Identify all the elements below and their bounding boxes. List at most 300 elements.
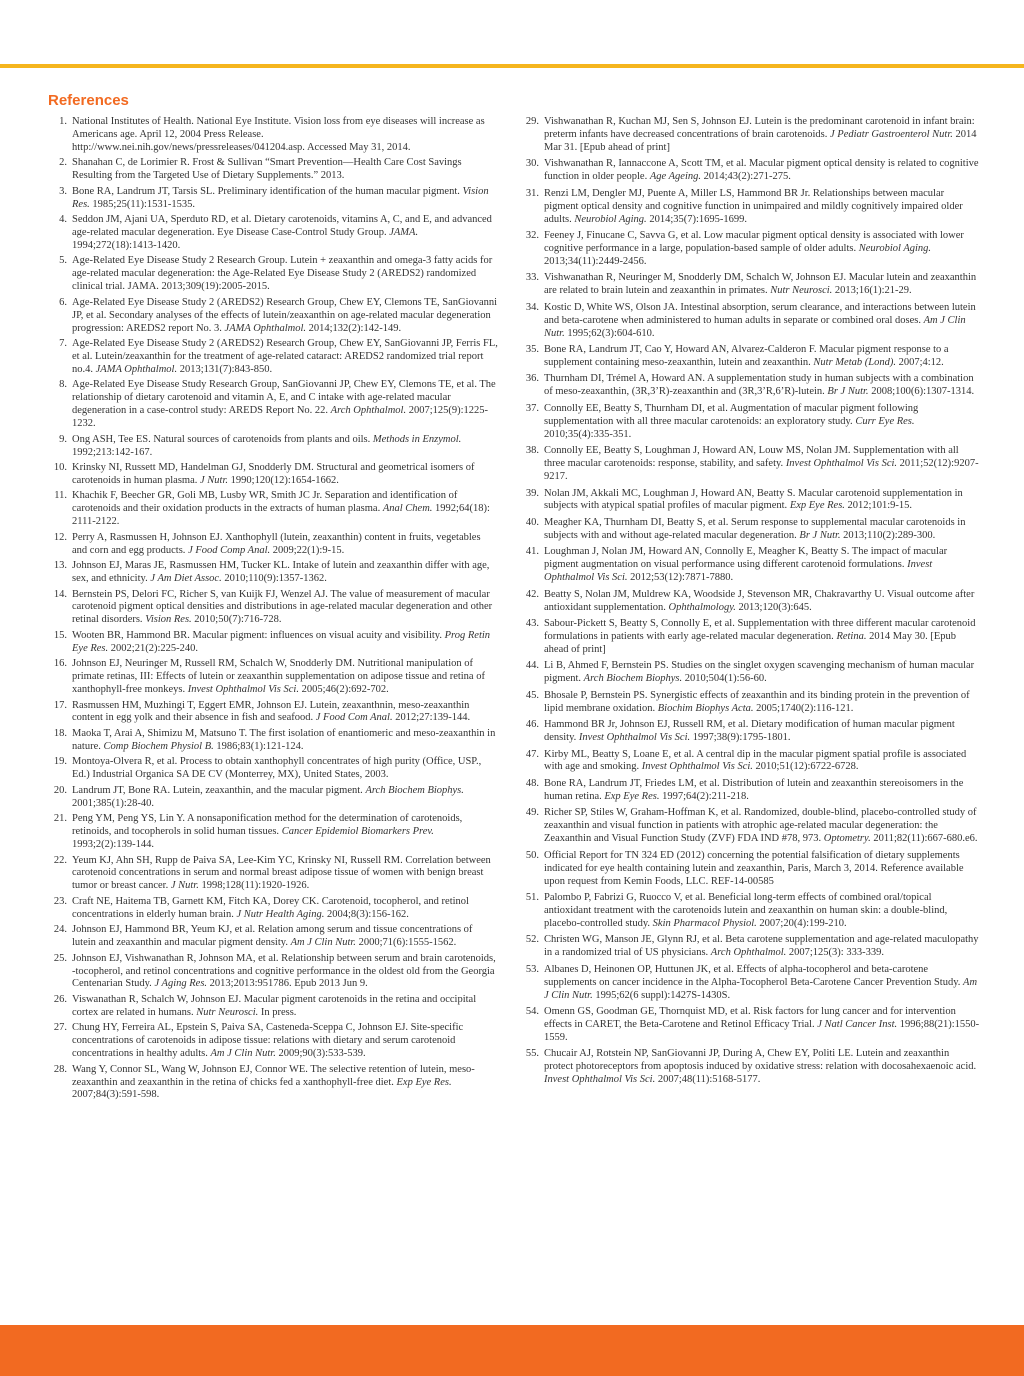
reference-text-part: Ong ASH, Tee ES. Natural sources of carotenoids from plants and oils. <box>72 433 373 445</box>
reference-journal: Ophthalmology. <box>668 601 736 613</box>
reference-item <box>520 403 980 442</box>
reference-item <box>520 1006 980 1045</box>
reference-text-part: Age-Related Eye Disease Study 2 (AREDS2) Research Group, Chew EY, Clemons TE, SanGiovanni JP, et al. Secondary analyses of the effects of lutein/zeaxanthin on age-related macular degeneration progression: AREDS2 report No. 3. <box>72 296 498 334</box>
reference-text-part: 2012;53(12):7871-7880. <box>627 572 734 584</box>
reference-item <box>48 953 498 992</box>
reference-item <box>48 297 498 336</box>
reference-text <box>72 728 498 754</box>
reference-text <box>544 272 980 298</box>
reference-text-part: 2014 May 30. [Epub ahead of print] <box>544 630 957 655</box>
reference-journal: Exp Eye Res. <box>396 1076 452 1088</box>
reference-text-part: 1994;272(18):1413-1420. <box>72 239 181 251</box>
reference-text <box>544 719 980 745</box>
reference-journal: Biochim Biophys Acta. <box>657 702 754 714</box>
reference-number: 5. <box>59 255 67 267</box>
reference-text-part: Bhosale P, Bernstein PS. Synergistic effects of zeaxanthin and its binding protein in the prevention of lipid membrane oxidation. <box>544 689 970 714</box>
reference-text <box>72 953 498 992</box>
reference-text-part: Renzi LM, Dengler MJ, Puente A, Miller LS, Hammond BR Jr. Relationships between macular pigment optical density and cognitive function in unimpaired and mildly cognitively impaired older adults. <box>544 187 963 225</box>
reference-journal: Arch Ophthalmol. <box>330 405 407 417</box>
reference-text <box>544 488 980 514</box>
reference-number: 19. <box>53 756 67 768</box>
reference-text <box>544 517 980 543</box>
reference-number: 33. <box>525 272 539 284</box>
reference-text-part: 1997;64(2):211-218. <box>659 790 749 802</box>
reference-number: 12. <box>53 531 67 543</box>
reference-journal: Am J Clin Nutr. <box>544 976 978 1001</box>
reference-text-part: Shanahan C, de Lorimier R. Frost & Sullivan “Smart Prevention—Health Care Cost Savings Resulting from the Targeted Use of Dietary Supplements.” 2013. <box>72 157 462 182</box>
reference-text <box>544 964 980 1003</box>
reference-text <box>72 994 498 1020</box>
reference-number: 53. <box>525 963 539 975</box>
reference-item <box>520 302 980 341</box>
reference-journal: JAMA Ophthalmol. <box>95 363 178 375</box>
reference-text <box>72 589 498 628</box>
reference-text-part: 1986;83(1):121-124. <box>213 740 304 752</box>
reference-journal: Invest Ophthalmol Vis Sci. <box>187 684 299 696</box>
reference-text-part: 1995;62(3):604-610. <box>564 327 655 339</box>
reference-text-part: Kirby ML, Beatty S, Loane E, et al. A central dip in the macular pigment spatial profile is associated with age and smoking. <box>544 748 967 773</box>
reference-text-part: 1990;120(12):1654-1662. <box>228 474 339 486</box>
reference-number: 30. <box>525 158 539 170</box>
reference-item <box>48 630 498 656</box>
reference-item <box>48 855 498 894</box>
reference-number: 27. <box>53 1022 67 1034</box>
top-accent-rule <box>0 64 1024 68</box>
reference-number: 13. <box>53 560 67 572</box>
reference-journal: Am J Clin Nutr. <box>210 1048 276 1060</box>
reference-number: 25. <box>53 952 67 964</box>
references-column-right <box>520 116 980 1091</box>
reference-journal: J Pediatr Gastroenterol Nutr. <box>830 128 953 140</box>
reference-item <box>48 1064 498 1103</box>
reference-item <box>48 379 498 431</box>
reference-number: 35. <box>525 344 539 356</box>
reference-item <box>48 560 498 586</box>
reference-text-part: 2007;125(9):1225-1232. <box>72 405 489 430</box>
reference-number: 36. <box>525 373 539 385</box>
reference-text-part: Wang Y, Connor SL, Wang W, Johnson EJ, Connor WE. The selective retention of lutein, meso-zeaxanthin and zeaxanthin in the retina of chicks fed a xanthophyll-free diet. <box>72 1063 475 1088</box>
reference-text <box>72 700 498 726</box>
reference-number: 28. <box>53 1063 67 1075</box>
reference-text-part: Age-Related Eye Disease Study 2 Research Group. Lutein + zeaxanthin and omega-3 fatty acids for age-related macular degeneration: the Age-Related Eye Disease Study 2 (AREDS2) randomized clinical trial. JAMA. 2013;309(19):2005-2015. <box>72 255 493 293</box>
reference-item <box>520 690 980 716</box>
reference-item <box>48 756 498 782</box>
reference-item <box>520 158 980 184</box>
reference-item <box>48 728 498 754</box>
reference-text-part: 2010;110(9):1357-1362. <box>221 573 327 585</box>
reference-text-part: Connolly EE, Beatty S, Thurnham DI, et al. Augmentation of macular pigment following supplementation with all three macular carotenoids: an exploratory study. <box>544 402 919 427</box>
reference-item <box>520 488 980 514</box>
reference-text <box>544 373 980 399</box>
reference-item <box>48 186 498 212</box>
reference-journal: Arch Biochem Biophys. <box>365 784 464 796</box>
reference-number: 26. <box>53 993 67 1005</box>
reference-text-part: 2011;82(11):667-680.e6. <box>870 833 978 845</box>
reference-number: 20. <box>53 784 67 796</box>
reference-text <box>72 924 498 950</box>
reference-text-part: Hammond BR Jr, Johnson EJ, Russell RM, et al. Dietary modification of human macular pigment density. <box>544 719 955 744</box>
reference-text-part: Landrum JT, Bone RA. Lutein, zeaxanthin, and the macular pigment. <box>72 784 366 796</box>
reference-number: 51. <box>525 892 539 903</box>
reference-text-part: Feeney J, Finucane C, Savva G, et al. Low macular pigment optical density is associated with lower cognitive performance in a large, population-based sample of older adults. <box>544 230 964 254</box>
reference-text <box>544 934 980 960</box>
reference-text-part: Chung HY, Ferreira AL, Epstein S, Paiva SA, Casteneda-Sceppa C, Johnson EJ. Site-specific concentrations of carotenoids in adipose tissue: relations with dietary and serum carotenoid concentrations in healthy adults. <box>72 1022 464 1060</box>
reference-journal: Am J Clin Nutr. <box>544 314 966 339</box>
reference-journal: Br J Nutr. <box>799 529 841 541</box>
reference-text <box>72 157 498 183</box>
reference-text <box>544 778 980 804</box>
reference-number: 15. <box>53 629 67 641</box>
reference-text-part: 2004;8(3):156-162. <box>324 908 409 920</box>
reference-text-part: 2007;125(3): 333-339. <box>786 947 884 959</box>
reference-number: 55. <box>525 1048 539 1060</box>
reference-journal: J Nutr. <box>170 880 199 892</box>
reference-text-part: Bone RA, Landrum JT, Tarsis SL. Preliminary identification of the human macular pigment. <box>72 185 463 197</box>
reference-item <box>48 700 498 726</box>
reference-item <box>520 1048 980 1087</box>
reference-text-part: 2013;120(3):645. <box>735 601 812 613</box>
reference-text <box>544 1048 980 1087</box>
reference-number: 46. <box>525 719 539 731</box>
reference-journal: Prog Retin Eye Res. <box>72 629 491 654</box>
reference-text <box>544 618 980 657</box>
reference-journal: Invest Ophthalmol Vis Sci. <box>544 1074 656 1086</box>
reference-text-part: In press. <box>258 1006 297 1018</box>
reference-journal: Invest Ophthalmol Vis Sci. <box>544 559 933 584</box>
reference-text-part: Bone RA, Landrum JT, Friedes LM, et al. Distribution of lutein and zeaxanthin stereoisomers in the human retina. <box>544 777 964 802</box>
reference-item <box>48 994 498 1020</box>
reference-journal: Neurobiol Aging. <box>858 242 932 254</box>
reference-item <box>520 116 980 155</box>
reference-text <box>72 490 498 529</box>
reference-text-part: 1996;88(21):1550-1559. <box>544 1018 980 1043</box>
reference-journal: Vision Res. <box>72 185 489 210</box>
reference-text-part: Yeum KJ, Ahn SH, Rupp de Paiva SA, Lee-Kim YC, Krinsky NI, Russell RM. Correlation between carotenoid concentrations in serum and normal breast adipose tissue of women with benign breast tumor or breast cancer. <box>72 854 491 892</box>
reference-text <box>544 344 980 370</box>
reference-text <box>544 546 980 585</box>
reference-text <box>544 188 980 227</box>
reference-item <box>520 344 980 370</box>
reference-number: 43. <box>525 618 539 630</box>
reference-journal: Age Ageing. <box>649 171 701 183</box>
reference-item <box>48 214 498 253</box>
reference-text-part: 1993;2(2):139-144. <box>72 839 154 850</box>
reference-text-part: Montoya-Olvera R, et al. Process to obtain xanthophyll concentrates of high purity (Office, USP., Ed.) Industrial Organica SA DE CV (Monterrey, MX), United States, 2003. <box>72 756 482 781</box>
reference-text-part: Khachik F, Beecher GR, Goli MB, Lusby WR, Smith JC Jr. Separation and identification of carotenoids and their oxidation products in the extracts of human plasma. <box>72 490 458 515</box>
reference-text-part: Vishwanathan R, Neuringer M, Snodderly DM, Schalch W, Johnson EJ. Macular lutein and zeaxanthin are related to brain lutein and zeaxanthin in primates. <box>544 272 977 297</box>
reference-item <box>48 116 498 155</box>
reference-text-part: 2013;131(7):843-850. <box>177 363 273 375</box>
reference-text <box>544 589 980 615</box>
reference-text-part: 2005;1740(2):116-121. <box>753 702 854 714</box>
reference-number: 21. <box>53 813 67 825</box>
reference-text <box>544 892 980 931</box>
reference-text <box>72 658 498 697</box>
reference-text-part: Palombo P, Fabrizi G, Ruocco V, et al. Beneficial long-term effects of combined oral/topical antioxidant treatment with the carotenoids lutein and zeaxanthin on human skin: a double-blind, placebo-controlled study. <box>544 892 948 929</box>
reference-item <box>520 934 980 960</box>
reference-text <box>72 630 498 656</box>
reference-text-part: 2010;504(1):56-60. <box>682 673 767 685</box>
reference-text-part: 1997;38(9):1795-1801. <box>690 732 791 744</box>
reference-item <box>48 338 498 377</box>
reference-text-part: 2014;35(7):1695-1699. <box>646 213 748 225</box>
reference-journal: Cancer Epidemiol Biomarkers Prev. <box>281 826 434 838</box>
reference-text-part: Vishwanathan R, Kuchan MJ, Sen S, Johnson EJ. Lutein is the predominant carotenoid in infant brain: preterm infants have decreased concentrations of brain carotenoids. <box>544 116 975 140</box>
reference-text-part: 2014;43(2):271-275. <box>701 171 791 183</box>
reference-journal: J Natl Cancer Inst. <box>817 1018 898 1030</box>
reference-text-part: National Institutes of Health. National Eye Institute. Vision loss from eye diseases will increase as Americans age. April 12, 2004 Press Release. http://www.nei.nih.gov/news/pressreleases/041204.asp. Accessed May 31, 2014. <box>72 116 485 153</box>
reference-text-part: 2013;34(11):2449-2456. <box>544 255 647 267</box>
reference-text-part: Johnson EJ, Maras JE, Rasmussen HM, Tucker KL. Intake of lutein and zeaxanthin differ with age, sex, and ethnicity. <box>72 560 490 585</box>
reference-text <box>544 660 980 686</box>
reference-text-part: 2014 Mar 31. [Epub ahead of print] <box>544 128 977 153</box>
reference-text <box>544 850 980 889</box>
reference-text <box>72 1064 498 1103</box>
reference-number: 47. <box>525 748 539 760</box>
reference-journal: JAMA. <box>389 227 419 239</box>
reference-item <box>48 490 498 529</box>
reference-text-part: 1992;213:142-167. <box>72 446 153 458</box>
reference-text-part: Official Report for TN 324 ED (2012) concerning the potential falsification of dietary supplements indicated for eye health containing lutein and zeaxanthin, Paris, March 3, 2014. Reference available upon request from Kemin Foods, LLC. REF-14-00585 <box>544 849 964 887</box>
reference-item <box>48 462 498 488</box>
reference-item <box>48 785 498 811</box>
reference-number: 50. <box>525 849 539 861</box>
reference-journal: Invest Ophthalmol Vis Sci. <box>641 761 753 773</box>
references-column-left <box>48 116 498 1105</box>
reference-text-part: 2013;2013:951786. Epub 2013 Jun 9. <box>207 978 368 990</box>
reference-journal: J Am Diet Assoc. <box>150 573 222 585</box>
reference-text-part: Rasmussen HM, Muzhingi T, Eggert EMR, Johnson EJ. Lutein, zeaxanthnin, meso-zeaxanthin content in egg yolk and their absence in fish and seafood. <box>72 699 470 724</box>
reference-journal: Nutr Neurosci. <box>770 285 833 297</box>
reference-item <box>48 1022 498 1061</box>
reference-item <box>48 658 498 697</box>
reference-text-part: Maoka T, Arai A, Shimizu M, Matsuno T. The first isolation of enantiomeric and meso-zeaxanthin in nature. <box>72 727 496 752</box>
footer-band <box>0 1325 1024 1376</box>
reference-text-part: 2010;51(12):6722-6728. <box>752 761 859 773</box>
reference-text <box>72 813 498 852</box>
reference-text-part: 1985;25(11):1531-1535. <box>89 198 195 210</box>
reference-journal: J Nutr Health Aging. <box>236 908 325 920</box>
reference-text-part: 2005;46(2):692-702. <box>298 684 389 696</box>
reference-text-part: Meagher KA, Thurnham DI, Beatty S, et al. Serum response to supplemental macular carotenoids in subjects with and without age-related macular degeneration. <box>544 516 966 541</box>
reference-text-part: Age-Related Eye Disease Study 2 (AREDS2) Research Group, Chew EY, SanGiovanni JP, Ferris FL, et al. Lutein/zeaxanthin for the treatment of age-related cataract: AREDS2 randomized trial report no.4. <box>72 338 498 375</box>
reference-item <box>520 188 980 227</box>
reference-number: 18. <box>53 727 67 739</box>
reference-text-part: Christen WG, Manson JE, Glynn RJ, et al. Beta carotene supplementation and age-related maculopathy in a randomized trial of US physicians. <box>544 934 979 959</box>
reference-item <box>48 434 498 460</box>
reference-journal: Methods in Enzymol. <box>372 433 462 445</box>
reference-journal: Br J Nutr. <box>827 386 869 398</box>
reference-text-part: Nolan JM, Akkali MC, Loughman J, Howard AN, Beatty S. Macular carotenoid supplementation in subjects with atypical spatial profiles of macular pigment. <box>544 487 963 512</box>
reference-number: 54. <box>525 1006 539 1018</box>
reference-text-part: 2010;50(7):716-728. <box>191 614 282 626</box>
reference-text-part: 2009;90(3):533-539. <box>275 1048 366 1060</box>
reference-number: 29. <box>525 116 539 127</box>
reference-item <box>520 445 980 484</box>
reference-item <box>520 807 980 846</box>
reference-item <box>48 532 498 558</box>
reference-item <box>520 749 980 775</box>
reference-journal: Optometry. <box>823 833 871 845</box>
reference-journal: Curr Eye Res. <box>855 415 915 427</box>
reference-text <box>72 338 498 377</box>
reference-text-part: 2007;20(4):199-210. <box>756 917 847 929</box>
reference-text-part: Chucair AJ, Rotstein NP, SanGiovanni JP, During A, Chew EY, Politi LE. Lutein and zeaxanthin protect photoreceptors from apoptosis induced by oxidative stress: relation with docosahexaenoic acid. <box>544 1048 977 1073</box>
reference-item <box>520 778 980 804</box>
reference-text <box>544 158 980 184</box>
reference-journal: Skin Pharmacol Physiol. <box>652 917 757 929</box>
reference-text <box>544 807 980 846</box>
reference-text-part: 2012;27:139-144. <box>392 712 471 724</box>
reference-journal: Retina. <box>836 630 867 642</box>
reference-number: 31. <box>525 187 539 199</box>
reference-text-part: Sabour-Pickett S, Beatty S, Connolly E, et al. Supplementation with three different macular carotenoid formulations in patients with early age-related macular degeneration. <box>544 618 976 642</box>
reference-number: 34. <box>525 301 539 313</box>
reference-text-part: Loughman J, Nolan JM, Howard AN, Connolly E, Meagher K, Beatty S. The impact of macular pigment augmentation on visual performance using different carotenoid formulations. <box>544 546 948 571</box>
reference-number: 45. <box>525 689 539 701</box>
reference-text-part: 1998;128(11):1920-1926. <box>198 880 310 892</box>
reference-item <box>48 255 498 294</box>
reference-text <box>72 116 498 155</box>
reference-text <box>72 560 498 586</box>
reference-text-part: 2008;100(6):1307-1314. <box>868 386 975 398</box>
reference-text-part: 2000;71(6):1555-1562. <box>355 937 457 949</box>
reference-text-part: 2012;101:9-15. <box>844 500 913 512</box>
reference-item <box>520 589 980 615</box>
reference-journal: Exp Eye Res. <box>789 500 845 512</box>
reference-text-part: 1995;62(6 suppl):1427S-1430S. <box>592 989 731 1001</box>
reference-text <box>72 297 498 336</box>
reference-text-part: Peng YM, Peng YS, Lin Y. A nonsaponification method for the determination of carotenoids, retinoids, and tocopherols in solid human tissues. <box>72 813 463 838</box>
reference-text <box>544 749 980 775</box>
reference-number: 7. <box>59 338 67 350</box>
reference-text-part: 2011;52(12):9207-9217. <box>544 458 979 482</box>
reference-item <box>48 813 498 852</box>
reference-number: 37. <box>525 402 539 414</box>
reference-number: 2. <box>59 157 67 169</box>
reference-text <box>544 445 980 484</box>
reference-text-part: Johnson EJ, Vishwanathan R, Johnson MA, et al. Relationship between serum and brain carotenoids, -tocopherol, and retinol concentrations and cognitive performance in the oldest old from the Georgia Centenarian Study. <box>72 952 496 990</box>
reference-item <box>48 924 498 950</box>
reference-text-part: 2009;22(1):9-15. <box>270 544 345 556</box>
reference-journal: Invest Ophthalmol Vis Sci. <box>785 458 898 470</box>
reference-number: 22. <box>53 854 67 866</box>
reference-journal: Exp Eye Res. <box>604 790 660 802</box>
reference-journal: Comp Biochem Physiol B. <box>103 740 214 752</box>
reference-text-part: Seddon JM, Ajani UA, Sperduto RD, et al. Dietary carotenoids, vitamins A, C, and E, and advanced age-related macular degeneration. Eye Disease Case-Control Study Group. <box>72 214 492 239</box>
reference-text-part: Bone RA, Landrum JT, Cao Y, Howard AN, Alvarez-Calderon F. Macular pigment response to a supplement containing meso-zeaxanthin, lutein and zeaxanthin. <box>544 344 949 368</box>
reference-number: 14. <box>53 588 67 600</box>
reference-number: 11. <box>54 490 67 502</box>
reference-journal: J Food Com Anal. <box>315 712 393 724</box>
reference-text <box>72 214 498 253</box>
reference-text <box>72 532 498 558</box>
reference-item <box>520 850 980 889</box>
reference-text <box>72 379 498 431</box>
reference-journal: Neurobiol Aging. <box>574 213 647 225</box>
reference-text <box>72 855 498 894</box>
reference-journal: JAMA Ophthalmol. <box>224 322 307 334</box>
reference-text <box>544 230 980 269</box>
reference-number: 48. <box>525 777 539 789</box>
reference-item <box>520 517 980 543</box>
reference-number: 6. <box>59 296 67 308</box>
reference-text-part: Age-Related Eye Disease Study Research Group, SanGiovanni JP, Chew EY, Clemons TE, et al. The relationship of dietary carotenoid and vitamin A, E, and C intake with age-related macular degeneration in a case-control study: AREDS Report No. 22. <box>72 379 496 417</box>
references-heading: References <box>48 92 129 109</box>
reference-text <box>72 785 498 811</box>
reference-text-part: Craft NE, Haitema TB, Garnett KM, Fitch KA, Dorey CK. Carotenoid, tocopherol, and retinol concentrations in elderly human brain. <box>72 895 469 920</box>
reference-journal: Arch Biochem Biophys. <box>583 673 683 685</box>
reference-text-part: Johnson EJ, Neuringer M, Russell RM, Schalch W, Snodderly DM. Nutritional manipulation of primate retinas, III: Effects of lutein or zeaxanthin supplementation on adipose tissue and retina of xanthophyll-free monkeys. <box>72 658 485 696</box>
reference-text <box>544 302 980 341</box>
reference-number: 32. <box>525 230 539 242</box>
reference-number: 17. <box>53 699 67 711</box>
reference-text-part: Li B, Ahmed F, Bernstein PS. Studies on the singlet oxygen scavenging mechanism of human macular pigment. <box>544 660 975 685</box>
reference-text-part: Bernstein PS, Delori FC, Richer S, van Kuijk FJ, Wenzel AJ. The value of measurement of macular carotenoid pigment optical densities and distributions in age-related macular degeneration and other retinal disorders. <box>72 588 493 626</box>
reference-journal: Arch Ophthalmol. <box>710 947 787 959</box>
reference-item <box>520 719 980 745</box>
reference-text-part: 2007;4:12. <box>895 356 944 368</box>
reference-text <box>544 690 980 716</box>
reference-text <box>544 403 980 442</box>
reference-number: 3. <box>59 185 67 197</box>
reference-text-part: Omenn GS, Goodman GE, Thornquist MD, et al. Risk factors for lung cancer and for intervention effects in CARET, the Beta-Carotene and Retinol Efficacy Trial. <box>544 1006 956 1030</box>
reference-text-part: 2013;110(2):289-300. <box>840 529 936 541</box>
reference-item <box>48 896 498 922</box>
reference-text-part: Wooten BR, Hammond BR. Macular pigment: influences on visual acuity and visibility. <box>72 629 445 641</box>
reference-item <box>48 157 498 183</box>
reference-item <box>520 546 980 585</box>
reference-number: 42. <box>525 588 539 600</box>
reference-number: 41. <box>525 546 539 558</box>
reference-item <box>520 230 980 269</box>
reference-item <box>48 589 498 628</box>
reference-number: 16. <box>53 658 67 670</box>
reference-text-part: Kostic D, White WS, Olson JA. Intestinal absorption, serum clearance, and interactions between lutein and beta-carotene when administered to human adults in separate or combined oral doses. <box>544 301 976 326</box>
reference-text-part: 2014;132(2):142-149. <box>306 322 402 334</box>
reference-text-part: Johnson EJ, Hammond BR, Yeum KJ, et al. Relation among serum and tissue concentrations of lutein and zeaxanthin and macular pigment density. <box>72 924 473 949</box>
reference-number: 4. <box>59 214 67 226</box>
reference-number: 52. <box>525 934 539 946</box>
reference-text-part: 2007;48(11):5168-5177. <box>655 1074 761 1086</box>
reference-journal: J Aging Res. <box>154 978 208 990</box>
reference-text-part: Richer SP, Stiles W, Graham-Hoffman K, et al. Randomized, double-blind, placebo-controlled study of zeaxanthin and visual function in patients with atrophic age-related macular degeneration: the Zeaxanthin and Visual Function Study (ZVF) FDA IND #78, 973. <box>544 807 977 845</box>
reference-text-part: 2001;385(1):28-40. <box>72 797 154 809</box>
reference-text <box>544 116 980 155</box>
reference-text-part: Perry A, Rasmussen H, Johnson EJ. Xanthophyll (lutein, zeaxanthin) content in fruits, vegetables and corn and egg products. <box>72 531 481 556</box>
reference-journal: Invest Ophthalmol Vis Sci. <box>578 732 691 744</box>
reference-text-part: Viswanathan R, Schalch W, Johnson EJ. Macular pigment carotenoids in the retina and occipital cortex are related in humans. <box>72 993 477 1018</box>
reference-journal: J Food Comp Anal. <box>188 544 271 556</box>
reference-number: 23. <box>53 895 67 907</box>
reference-text-part: 2007;84(3):591-598. <box>72 1089 160 1101</box>
reference-journal: Anal Chem. <box>382 503 433 515</box>
reference-journal: Vision Res. <box>145 614 192 626</box>
reference-number: 24. <box>53 924 67 936</box>
reference-number: 38. <box>525 445 539 457</box>
reference-journal: Nutr Metab (Lond). <box>813 356 896 368</box>
reference-text-part: Vishwanathan R, Iannaccone A, Scott TM, et al. Macular pigment optical density is related to cognitive function in older people. <box>544 158 979 183</box>
reference-number: 1. <box>59 116 67 127</box>
reference-number: 8. <box>59 379 67 391</box>
reference-text <box>72 186 498 212</box>
reference-number: 49. <box>525 807 539 819</box>
reference-text <box>72 462 498 488</box>
reference-journal: J Nutr. <box>200 474 229 486</box>
reference-number: 44. <box>525 660 539 672</box>
reference-journal: Nutr Neurosci. <box>196 1006 259 1018</box>
reference-text-part: Krinsky NI, Russett MD, Handelman GJ, Snodderly DM. Structural and geometrical isomers of carotenoids in human plasma. <box>72 462 475 486</box>
